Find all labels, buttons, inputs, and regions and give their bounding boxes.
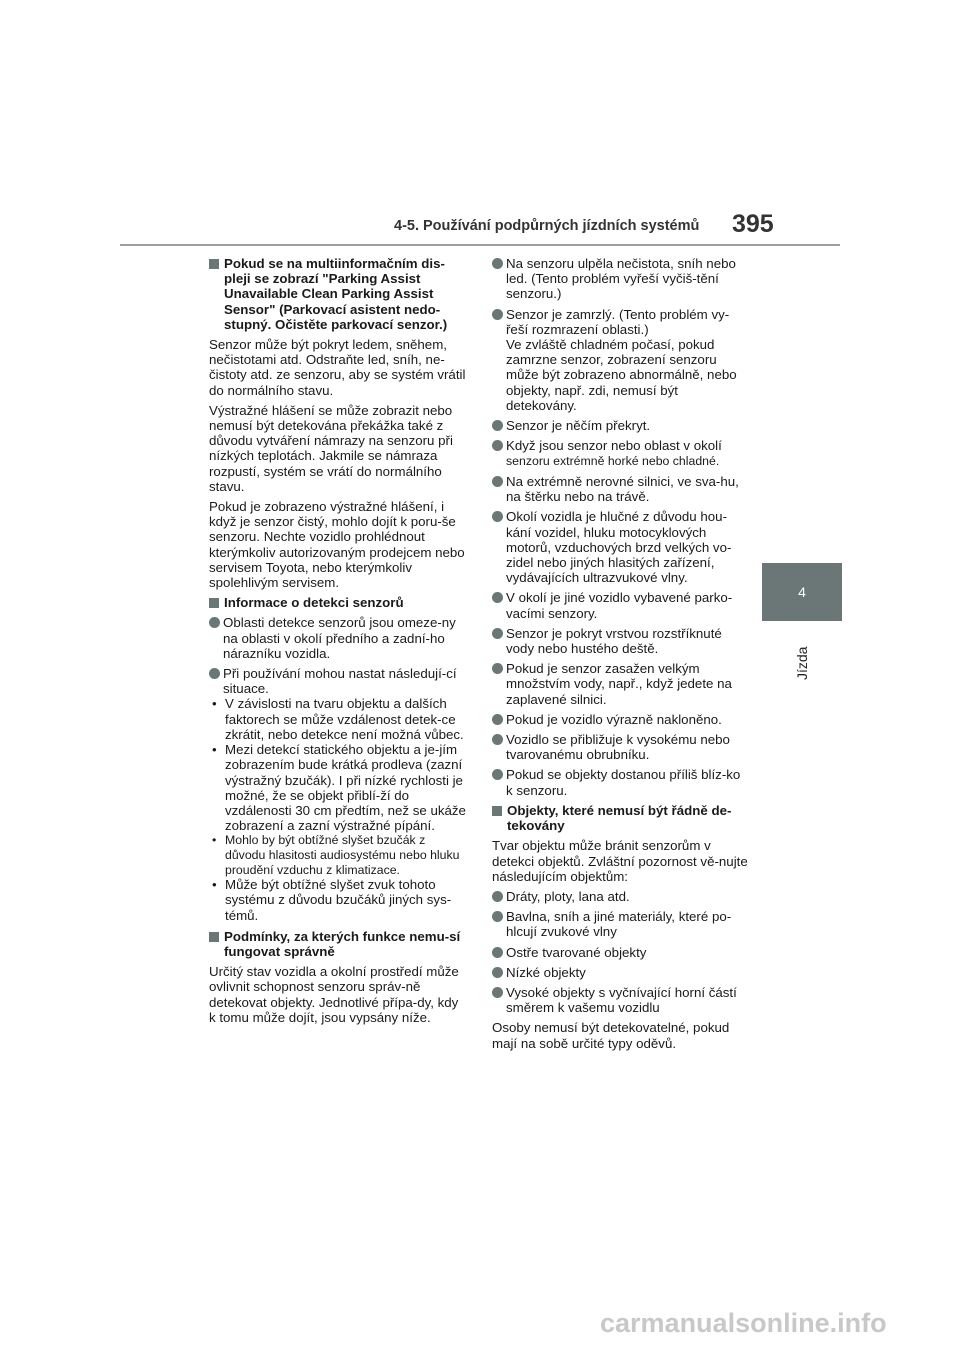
section-title: [209, 929, 467, 959]
bullet-text: V okolí je jiné vozidlo vybavené parko-vacími senzory.: [506, 590, 733, 621]
bullet-text: Nízké objekty: [506, 964, 586, 980]
bullet-item: [492, 474, 750, 504]
bullet-item: [492, 985, 750, 1015]
bullet-dot-icon: [492, 592, 503, 603]
sub-list-item: [209, 742, 467, 833]
bullet-text: Senzor je zamrzlý. (Tento problém vy-řeší rozmrazení oblasti.): [506, 306, 730, 337]
paragraph: Výstražné hlášení se může zobrazit nebo nemusí být detekována překážka také z důvodu vytváření námrazy na senzoru při nízkých teplotách. Jakmile se námraza rozpustí, systém se vrátí do normálního stavu.: [209, 402, 453, 494]
bullet-text: Když jsou senzor nebo oblast v okolí: [506, 438, 722, 454]
bullet-item: [492, 256, 750, 302]
bullet-item: [492, 965, 750, 980]
bullet-item: [492, 307, 750, 413]
bullet-text: senzoru extrémně horké nebo chladné.: [506, 454, 720, 469]
section-title-text: Informace o detekci senzorů: [224, 595, 404, 611]
bullet-text: Pokud je vozidlo výrazně nakloněno.: [506, 711, 722, 727]
sub-bullet-icon: •: [212, 833, 217, 848]
bullet-item: [492, 418, 750, 433]
bullet-text: Dráty, ploty, lana atd.: [506, 888, 630, 904]
bullet-item: [492, 438, 750, 469]
sub-list: [209, 696, 467, 922]
header-section-title: 4-5. Používání podpůrných jízdních systémů: [394, 218, 700, 234]
section-title: [209, 256, 467, 332]
chapter-tab[interactable]: 4: [762, 563, 842, 621]
bullet-item: [492, 509, 750, 585]
section-square-icon: [209, 932, 219, 942]
bullet-dot-icon: [492, 891, 503, 902]
bullet-item: [492, 909, 750, 939]
bullet-item: [492, 712, 750, 727]
bullet-item: [492, 626, 750, 656]
sub-list-text: Může být obtížné slyšet zvuk tohoto systému z důvodu bzučáků jiných sys-témů.: [225, 877, 452, 923]
bullet-text: Bavlna, sníh a jiné materiály, které po-hlcují zvukové vlny: [506, 909, 732, 940]
sub-bullet-icon: •: [212, 696, 217, 712]
section-title: [492, 803, 750, 833]
bullet-item: [492, 767, 750, 797]
paragraph: Senzor může být pokryt ledem, sněhem, nečistotami atd. Odstraňte led, sníh, ne-čistoty atd. ze senzoru, aby se systém vrátil do normálního stavu.: [209, 337, 466, 398]
header-rule: [120, 244, 840, 246]
bullet-item: [492, 590, 750, 620]
section-square-icon: [209, 598, 219, 608]
bullet-item: [209, 615, 467, 661]
bullet-dot-icon: [209, 617, 220, 628]
bullet-dot-icon: [492, 769, 503, 780]
bullet-item: [492, 889, 750, 904]
sub-list-text: Mezi detekcí statického objektu a je-jím zobrazením bude krátká prodleva (zazní výstražný bzučák). I při nízké rychlosti je možné, že se objekt přiblí-ží do vzdálenosti 30 cm předtím, než se ukáže zobrazení a zazní výstražné pípání.: [225, 742, 466, 834]
bullet-text: Pokud se objekty dostanou příliš blíz-ko k senzoru.: [506, 767, 741, 798]
right-column: [492, 256, 750, 1056]
bullet-dot-icon: [492, 967, 503, 978]
bullet-dot-icon: [492, 714, 503, 725]
bullet-text: Vysoké objekty s vyčnívající horní částí směrem k vašemu vozidlu: [506, 984, 737, 1016]
bullet-dot-icon: [492, 734, 503, 745]
bullet-text: Ostře tvarované objekty: [506, 944, 647, 960]
bullet-item: [492, 661, 750, 707]
bullet-dot-icon: [492, 440, 503, 451]
bullet-text: Při používání mohou nastat následují-cí situace.: [223, 666, 457, 697]
bullet-text: Senzor je něčím překryt.: [506, 418, 651, 434]
paragraph: Tvar objektu může bránit senzorům v detekci objektů. Zvláštní pozornost vě-nujte následujícím objektům:: [492, 838, 748, 884]
paragraph: Pokud je zobrazeno výstražné hlášení, i když je senzor čistý, mohlo dojít k poru-še senzoru. Nechte vozidlo prohlédnout kterýmkoliv autorizovaným prodejcem nebo servisem Toyota, nebo kterýmkoliv spolehlivým servisem.: [209, 499, 465, 591]
bullet-dot-icon: [492, 309, 503, 320]
bullet-dot-icon: [492, 911, 503, 922]
bullet-text: Oblasti detekce senzorů jsou omeze-ny na oblasti v okolí předního a zadní-ho nárazníku vozidla.: [223, 615, 456, 661]
bullet-text: Pokud je senzor zasažen velkým množstvím vody, např., když jedete na zaplavené silnici.: [506, 661, 732, 707]
bullet-item: [492, 945, 750, 960]
section-title-text: Pokud se na multiinformačním dis-pleji se zobrazí "Parking Assist Unavailable Clean Parking Assist Sensor" (Parkovací asistent nedo-stupný. Očistěte parkovací senzor.): [224, 256, 448, 332]
bullet-item: [492, 732, 750, 762]
bullet-text: Senzor je pokryt vrstvou rozstříknuté vody nebo hustého deště.: [506, 625, 722, 657]
sub-list-item: [209, 877, 467, 923]
section-square-icon: [209, 259, 219, 269]
sub-bullet-icon: •: [212, 877, 217, 893]
sub-bullet-icon: •: [212, 742, 217, 758]
sub-list-text: Mohlo by být obtížné slyšet bzučák z důvodu hlasitosti audiosystému nebo hluku proudění vzduchu z klimatizace.: [225, 833, 460, 877]
bullet-text: Na senzoru ulpěla nečistota, sníh nebo led. (Tento problém vyřeší vyčiš-tění senzoru.): [506, 256, 736, 302]
bullet-text: Na extrémně nerovné silnici, ve sva-hu, na štěrku nebo na trávě.: [506, 474, 739, 505]
paragraph: Určitý stav vozidla a okolní prostředí může ovlivnit schopnost senzoru správ-ně detekovat objekty. Jednotlivé přípa-dy, kdy k tomu může dojít, jsou vypsány níže.: [209, 964, 459, 1025]
bullet-dot-icon: [492, 258, 503, 269]
footer-watermark: carmanualsonline.info: [600, 1308, 887, 1338]
bullet-dot-icon: [492, 663, 503, 674]
bullet-dot-icon: [492, 947, 503, 958]
bullet-dot-icon: [209, 668, 220, 679]
page-number: 395: [732, 210, 774, 238]
section-title-text: Objekty, které nemusí být řádně de-tekovány: [507, 802, 732, 834]
bullet-dot-icon: [492, 628, 503, 639]
sub-list-item: [209, 696, 467, 742]
chapter-label: Jízda: [794, 646, 810, 680]
bullet-item: [209, 666, 467, 696]
section-title: [209, 595, 467, 610]
bullet-dot-icon: [492, 987, 503, 998]
left-column: [209, 256, 467, 1030]
bullet-text: Vozidlo se přibližuje k vysokému nebo tvarovanému obrubníku.: [506, 732, 730, 763]
paragraph: Osoby nemusí být detekovatelné, pokud mají na sobě určité typy oděvů.: [492, 1020, 730, 1051]
bullet-text: Okolí vozidla je hlučné z důvodu hou-kání vozidel, hluku motocyklových motorů, vzduchových brzd velkých vo-zidel nebo jiných hlasitých zařízení, vydávajících ultrazvukové vlny.: [506, 509, 732, 586]
bullet-dot-icon: [492, 476, 503, 487]
section-title-text: Podmínky, za kterých funkce nemu-sí fungovat správně: [224, 928, 461, 959]
sub-list-text: V závislosti na tvaru objektu a dalších faktorech se může vzdálenost detek-ce zkrátit, nebo detekce není možná vůbec.: [225, 696, 464, 742]
bullet-dot-icon: [492, 420, 503, 431]
bullet-dot-icon: [492, 511, 503, 522]
sub-list-item: [209, 833, 467, 877]
section-square-icon: [492, 806, 502, 816]
bullet-text: Ve zvláště chladném počasí, pokud zamrzne senzor, zobrazení senzoru může být zobrazeno abnormálně, nebo objekty, např. zdi, nemusí být detekovány.: [506, 337, 737, 413]
